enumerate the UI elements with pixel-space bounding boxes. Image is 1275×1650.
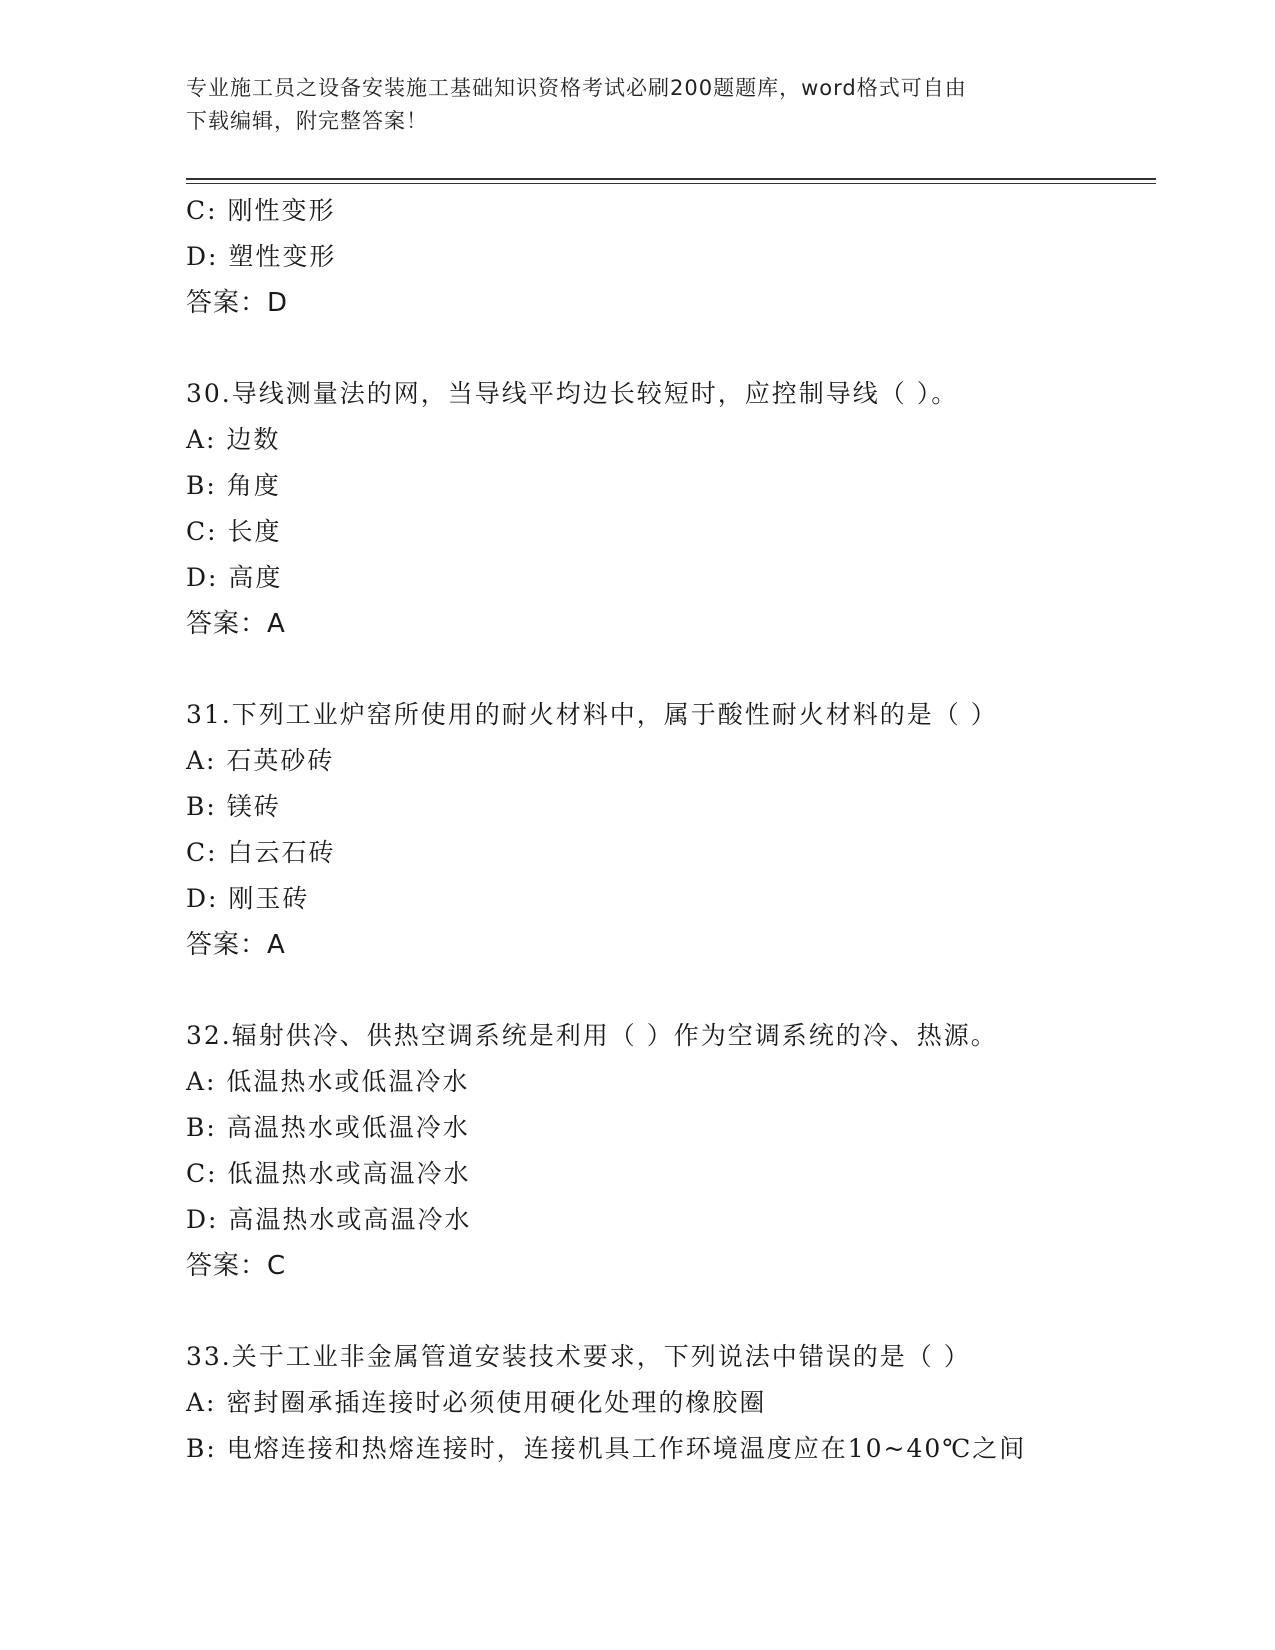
option-d: D: 刚玉砖 [186, 884, 310, 913]
question-block-32 [186, 1013, 1156, 1289]
option-c: C: 低温热水或高温冷水 [186, 1159, 471, 1188]
spacer [186, 647, 1156, 692]
document-header [186, 72, 1076, 138]
question-block-29 [186, 188, 1156, 326]
option-b: B: 高温热水或低温冷水 [186, 1113, 470, 1142]
option-a: A: 低温热水或低温冷水 [186, 1067, 470, 1096]
document-body [186, 188, 1156, 1472]
option-c: C: 刚性变形 [186, 196, 336, 225]
answer-line: 答案：D [186, 288, 289, 318]
question-block-30 [186, 371, 1156, 647]
option-a: A: 密封圈承插连接时必须使用硬化处理的橡胶圈 [186, 1388, 767, 1417]
question-text: 30.导线测量法的网，当导线平均边长较短时，应控制导线（ ）。 [186, 379, 959, 408]
option-c: C: 白云石砖 [186, 838, 336, 867]
question-text: 31.下列工业炉窑所使用的耐火材料中，属于酸性耐火材料的是（ ） [186, 700, 998, 729]
answer-line: 答案：C [186, 1251, 287, 1281]
answer-line: 答案：A [186, 930, 286, 960]
option-c: C: 长度 [186, 517, 282, 546]
header-divider-thick [186, 178, 1156, 180]
answer-line: 答案：A [186, 609, 286, 639]
question-text: 32.辐射供冷、供热空调系统是利用（ ）作为空调系统的冷、热源。 [186, 1021, 998, 1050]
spacer [186, 1289, 1156, 1334]
option-a: A: 石英砂砖 [186, 746, 335, 775]
header-line-2: 下载编辑，附完整答案！ [186, 109, 428, 133]
option-b: B: 镁砖 [186, 792, 281, 821]
header-line-1: 专业施工员之设备安装施工基础知识资格考试必刷200题题库，word格式可自由 [186, 76, 967, 100]
option-b: B: 角度 [186, 471, 281, 500]
spacer [186, 968, 1156, 1013]
option-b: B: 电熔连接和热熔连接时，连接机具工作环境温度应在10~40℃之间 [186, 1434, 1027, 1463]
option-d: D: 塑性变形 [186, 242, 337, 271]
question-text: 33.关于工业非金属管道安装技术要求，下列说法中错误的是（ ） [186, 1342, 971, 1371]
question-block-31 [186, 692, 1156, 968]
spacer [186, 326, 1156, 371]
header-divider-thin [186, 183, 1156, 184]
question-block-33 [186, 1334, 1156, 1472]
option-a: A: 边数 [186, 425, 281, 454]
option-d: D: 高度 [186, 563, 283, 592]
option-d: D: 高温热水或高温冷水 [186, 1205, 472, 1234]
